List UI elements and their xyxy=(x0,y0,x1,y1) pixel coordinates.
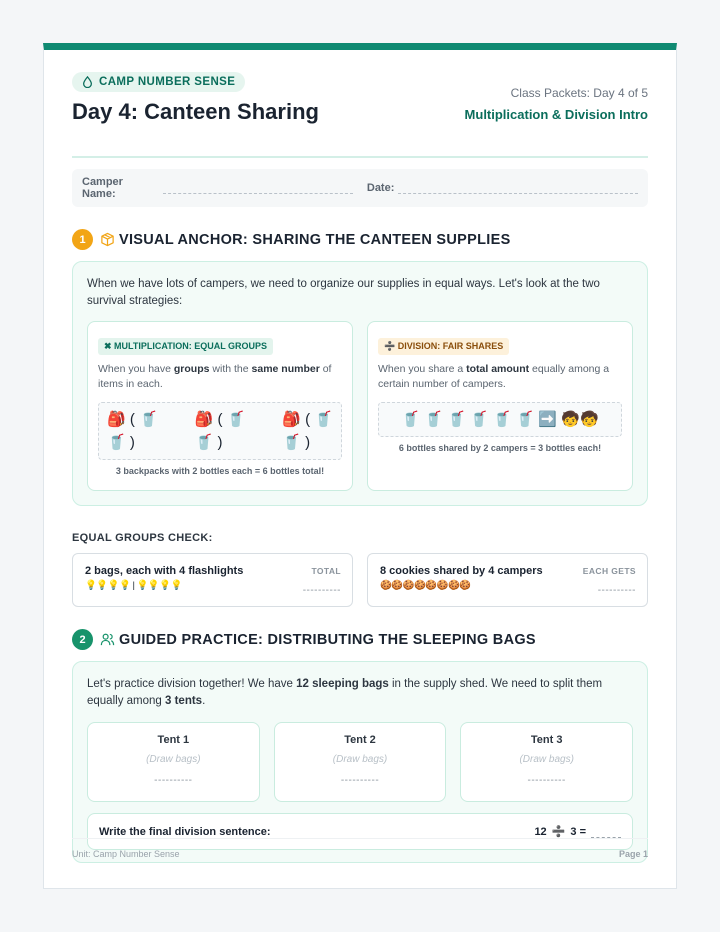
section-1-heading xyxy=(72,229,648,250)
page-title: Day 4: Canteen Sharing xyxy=(72,99,319,124)
equal-groups-check xyxy=(72,553,648,607)
division-equation: 12 ➗ 3 = xyxy=(534,825,621,838)
tent-hint: (Draw bags) xyxy=(332,754,388,765)
worksheet-header xyxy=(72,72,648,158)
package-icon xyxy=(100,232,115,247)
backpack-group: 🎒 ( 🥤 🥤 ) xyxy=(282,411,333,451)
section-number-badge: 2 xyxy=(72,629,93,650)
check-answer-blank[interactable]: ---------- xyxy=(302,585,341,596)
division-answer-blank[interactable] xyxy=(591,825,621,838)
name-date-fields xyxy=(72,169,648,207)
tent-answer-blank[interactable]: ---------- xyxy=(527,775,566,786)
tent-box-3[interactable] xyxy=(460,722,633,802)
date-label: Date: xyxy=(366,182,395,194)
check-question: 8 cookies shared by 4 campers xyxy=(380,565,543,577)
equal-groups-visual xyxy=(98,402,342,460)
section-intro: Let's practice division together! We have 12 sleeping bags in the supply shed. We need to split them equally among 3 tents. xyxy=(87,678,603,707)
check-question: 2 bags, each with 4 flashlights xyxy=(85,565,244,577)
check-answer-label: EACH GETS xyxy=(582,566,636,576)
section-title: VISUAL ANCHOR: SHARING THE CANTEEN SUPPLIES xyxy=(119,231,511,248)
fair-shares-visual: 🥤 🥤 🥤 🥤 🥤 🥤 ➡️ 🧒🧒 xyxy=(378,402,622,437)
section-2-heading xyxy=(72,629,648,650)
check-title: EQUAL GROUPS CHECK: xyxy=(72,532,213,544)
multiplication-description: When you have groups with the same number of items in each. xyxy=(98,363,332,390)
camper-name-label: Camper Name: xyxy=(82,176,123,200)
tent-answer-blank[interactable]: ---------- xyxy=(154,775,193,786)
page-number: Page 1 xyxy=(618,849,648,859)
tent-hint: (Draw bags) xyxy=(519,754,574,765)
multiplication-card xyxy=(87,321,353,491)
division-sentence-label: Write the final division sentence: xyxy=(99,825,271,838)
section-intro: When we have lots of campers, we need to organize our supplies in equal ways. Let's look at the two survival strategies: xyxy=(87,278,600,307)
page-footer xyxy=(72,838,648,859)
division-pill: ➗ DIVISION: FAIR SHARES xyxy=(378,338,509,355)
users-icon xyxy=(100,632,115,647)
division-description: When you share a total amount equally among a certain number of campers. xyxy=(378,363,610,390)
cookie-icons: 🍪🍪🍪🍪🍪🍪🍪🍪 xyxy=(380,580,471,591)
unit-tag xyxy=(72,72,245,92)
multiplication-pill: ✖ MULTIPLICATION: EQUAL GROUPS xyxy=(98,338,273,355)
section-title: GUIDED PRACTICE: DISTRIBUTING THE SLEEPING BAGS xyxy=(119,631,536,648)
divide-icon: ➗ xyxy=(551,826,566,838)
check-problem-1 xyxy=(72,553,353,607)
subject-title: Multiplication & Division Intro xyxy=(464,107,648,122)
worksheet-page xyxy=(43,43,677,889)
multiplication-caption: 3 backpacks with 2 bottles each = 6 bottles total! xyxy=(115,466,325,476)
tent-hint: (Draw bags) xyxy=(146,754,201,765)
check-answer-label: TOTAL xyxy=(311,566,341,576)
check-problem-2 xyxy=(367,553,648,607)
division-card xyxy=(367,321,633,491)
check-answer-blank[interactable]: ---------- xyxy=(597,585,636,596)
tent-name: Tent 2 xyxy=(344,734,376,746)
camper-name-field[interactable] xyxy=(163,182,353,194)
unit-tag-label: CAMP NUMBER SENSE xyxy=(99,76,236,88)
footer-unit: Unit: Camp Number Sense xyxy=(72,849,180,859)
tent-name: Tent 1 xyxy=(157,734,190,746)
tent-name: Tent 3 xyxy=(530,734,563,746)
tent-box-1[interactable] xyxy=(87,722,260,802)
tent-answer-blank[interactable]: ---------- xyxy=(340,775,380,786)
flashlight-icons: 💡💡💡💡 | 💡💡💡💡 xyxy=(85,580,182,591)
packet-info: Class Packets: Day 4 of 5 xyxy=(510,86,648,100)
guided-practice-panel xyxy=(72,661,648,863)
backpack-group: 🎒 ( 🥤 🥤 ) xyxy=(194,411,246,451)
section-number-badge: 1 xyxy=(72,229,93,250)
division-caption: 6 bottles shared by 2 campers = 3 bottles each! xyxy=(398,443,602,453)
visual-anchor-panel xyxy=(72,261,648,506)
droplet-icon xyxy=(82,76,93,88)
date-field[interactable] xyxy=(398,182,638,194)
backpack-group: 🎒 ( 🥤 🥤 ) xyxy=(107,411,158,451)
tent-box-2[interactable] xyxy=(274,722,447,802)
